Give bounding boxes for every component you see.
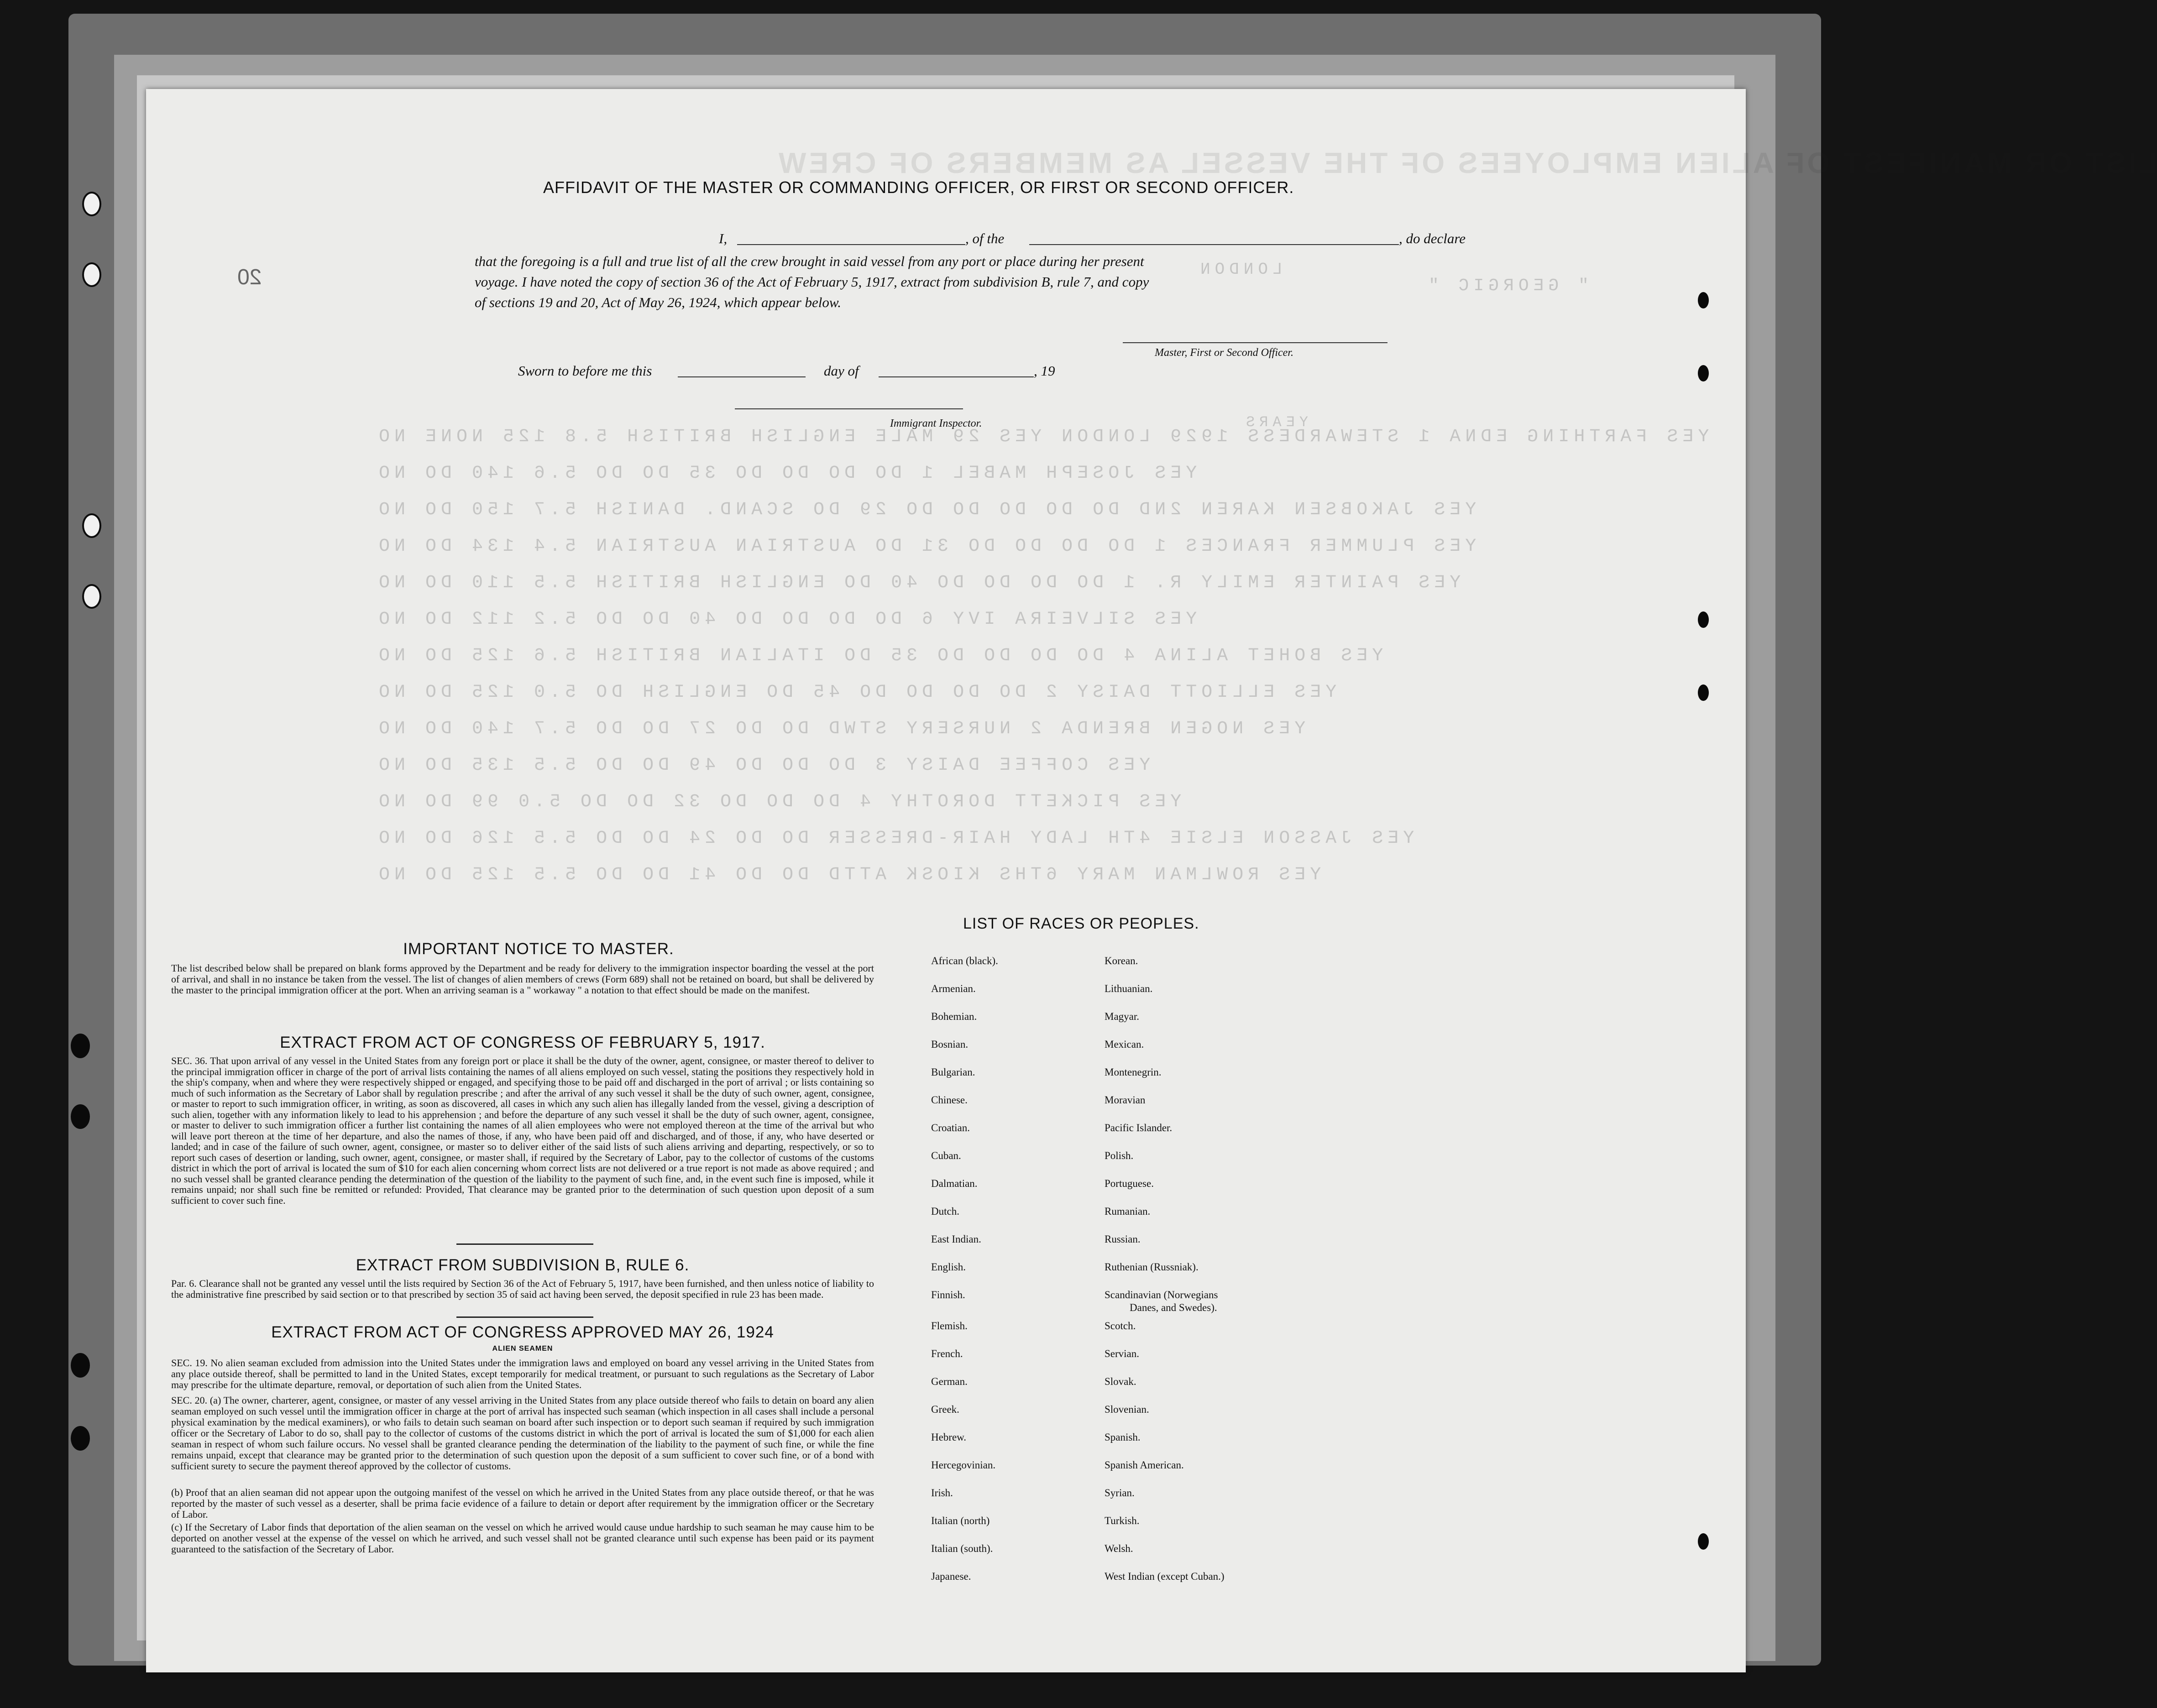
inspector-caption: Immigrant Inspector. <box>890 418 982 429</box>
binder-hole <box>82 192 101 216</box>
bleed-through-row: YES SILVEIRA IVY 6 DO DO DO DO 40 DO DO 5.2 112 DO NO <box>374 609 1197 630</box>
race-item: Welsh. <box>1105 1543 1133 1554</box>
master-signature-blank[interactable] <box>1123 342 1387 343</box>
bleed-through-row: YES JAKOBSEN KAREN 2ND DO DO DO DO DO 29 DO SCAND. DANISH 5.7 150 DO NO <box>374 500 1476 520</box>
race-item: Bulgarian. <box>931 1066 975 1078</box>
inspector-signature-blank[interactable] <box>735 408 963 409</box>
race-item: French. <box>931 1348 963 1359</box>
affidavit-title: AFFIDAVIT OF THE MASTER OR COMMANDING OFFICER, OR FIRST OR SECOND OFFICER. <box>543 178 1294 197</box>
race-item: Rumanian. <box>1105 1206 1151 1217</box>
race-item: Dalmatian. <box>931 1178 978 1189</box>
race-item: Korean. <box>1105 955 1138 966</box>
bleed-through-port: LONDON <box>1196 260 1283 279</box>
punch-mark <box>1698 684 1709 701</box>
race-item: Slovenian. <box>1105 1404 1149 1415</box>
races-title: LIST OF RACES OR PEOPLES. <box>963 915 1199 932</box>
section-divider <box>456 1316 593 1318</box>
bleed-through-row: YES ELLIOTT DAISY 2 DO DO DO DO 45 DO ENGLISH DO 5.0 125 DO NO <box>374 682 1337 703</box>
punch-mark <box>1698 611 1709 628</box>
race-item: Dutch. <box>931 1206 959 1217</box>
sworn-label: Sworn to before me this <box>518 363 652 379</box>
bleed-through-row: YES COFFEE DAISY 3 DO DO DO 49 DO DO 5.5 135 DO NO <box>374 755 1151 776</box>
race-item: Russian. <box>1105 1233 1141 1245</box>
year-label: , 19 <box>1034 363 1055 379</box>
sworn-day-blank[interactable] <box>678 376 806 377</box>
sworn-month-blank[interactable] <box>879 376 1034 377</box>
bleed-through-row: YES PICKETT DOROTHY 4 DO DO DO 32 DO DO 5.0 99 DO NO <box>374 792 1182 812</box>
section-divider <box>456 1243 593 1245</box>
race-item: Armenian. <box>931 983 976 994</box>
race-item: Irish. <box>931 1487 953 1499</box>
bleed-through-header: LIST OR MANIFEST OF ALIEN EMPLOYEES OF THE VESSEL AS MEMBERS OF CREW <box>776 146 2157 179</box>
page-mark: 20 <box>237 265 262 289</box>
extract-1917-title: EXTRACT FROM ACT OF CONGRESS OF FEBRUARY 5, 1917. <box>280 1034 765 1051</box>
binder-hole <box>71 1353 90 1378</box>
extract-1917-body: SEC. 36. That upon arrival of any vessel in the United States from any foreign port or place it shall be the duty of the owner, agent, consignee, or master thereof to deliver to the principal immigration officer in charge of the port of arrival lists containing the names of all aliens employed on such vessel, stating the positions they respectively hold in the ship's company, when and where they were respectively shipped or engaged, and specifying those to be paid off and discharged in the port of arrival ; or lists containing so much of such information as the Secretary of Labor shall by regulation prescribe ; and after the arrival of any such vessel it shall be the duty of such owner, agent, consignee, or master to report to such immigration officer, in writing, as soon as discovered, all cases in which any such alien has illegally landed from the vessel, giving a description of such alien, together with any information likely to lead to his apprehension ; and before the departure of any such vessel it shall be the duty of such owner, agent, consignee, or master to deliver to such immigration officer a further list containing the names of all alien employees who were not employed thereon at the time of the arrival but who will leave port thereon at the time of her departure, and also the names of those, if any, who have been paid off and discharged, and of those, if any, who have deserted or landed; and in case of the failure of such owner, agent, consignee, or master so to deliver either of the said lists of such aliens arriving and departing, respectively, or so to report such cases of desertion or landing, such owner, agent, consignee, or master shall, if required by the Secretary of Labor, pay to the collector of customs of the customs district in which the port of arrival is located the sum of $10 for each alien concerning whom correct lists are not delivered or a true report is not made as above required ; and no such vessel shall be granted clearance pending the determination of the question of the liability to the payment of such fine, and, in the event such fine is imposed, while it remains unpaid; nor shall such fine be remitted or refunded: Provided, That clearance may be granted prior to the determination of such question upon deposit of a sum sufficient to cover such fine. <box>171 1055 874 1206</box>
race-item: Chinese. <box>931 1094 968 1106</box>
race-item: Portuguese. <box>1105 1178 1154 1189</box>
race-item: Greek. <box>931 1404 959 1415</box>
extract-1924-sec20a: SEC. 20. (a) The owner, charterer, agent, consignee, or master of any vessel arriving in the United States from any place outside thereof who fails to detain on board any alien seaman employed on such vessel until the immigration officer in charge at the port of arrival has inspected such seaman (which inspection in all cases shall include a personal physical examination by the medical examiners), or who fails to detain such seaman on board after such inspection or to deport such seaman if required by such immigration officer or the Secretary of Labor to do so, shall pay to the collector of customs of the customs district in which the port of arrival is located the sum of $1,000 for each alien seaman in respect of whom such failure occurs. No vessel shall be granted clearance pending the determination of the liability to the payment of such fine, or while the fine remains unpaid, except that clearance may be granted prior to the determination of such question upon the deposit of a sum sufficient to cover such fine, or of a bond with sufficient surety to secure the payment thereof approved by the collector of customs. <box>171 1395 874 1472</box>
bleed-through-row: YES BOHET ALINA 4 DO DO DO DO 35 DO ITALIAN BRITISH 5.6 125 DO NO <box>374 646 1383 666</box>
race-item: East Indian. <box>931 1233 981 1245</box>
binder-hole <box>82 262 101 287</box>
binder-hole <box>71 1104 90 1129</box>
race-item: Hebrew. <box>931 1431 967 1443</box>
notice-title: IMPORTANT NOTICE TO MASTER. <box>403 940 674 958</box>
rule-6-title: EXTRACT FROM SUBDIVISION B, RULE 6. <box>356 1256 690 1274</box>
race-item: Finnish. <box>931 1289 965 1301</box>
race-item: Danes, and Swedes). <box>1130 1302 1217 1313</box>
extract-1924-sec20c: (c) If the Secretary of Labor finds that deportation of the alien seaman on the vessel on which he arrived would cause undue hardship to such seaman he may cause him to be deported on another vessel at the expense of the vessel on which he arrived, and such vessel shall not be granted clearance until such expense has been paid or its payment guaranteed to the satisfaction of the Secretary of Labor. <box>171 1521 874 1555</box>
race-item: Turkish. <box>1105 1515 1140 1526</box>
race-item: Bosnian. <box>931 1039 969 1050</box>
race-item: Cuban. <box>931 1150 961 1161</box>
race-item: West Indian (except Cuban.) <box>1105 1571 1225 1582</box>
race-item: Spanish. <box>1105 1431 1141 1443</box>
affidavit-body-line: of sections 19 and 20, Act of May 26, 1924, which appear below. <box>475 294 842 310</box>
punch-mark <box>1698 365 1709 381</box>
race-item: Hercegovinian. <box>931 1459 996 1471</box>
bleed-through-row: YES PLUMMER FRANCES 1 DO DO DO DO 31 DO AUSTRIAN AUSTRIAN 5.4 134 DO NO <box>374 536 1476 557</box>
race-item: Bohemian. <box>931 1011 977 1022</box>
bleed-through-row: YES ROWLMAN MARY 6THS KIOSK ATTD DO DO 41 DO DO 5.5 125 DO NO <box>374 865 1321 885</box>
race-item: Lithuanian. <box>1105 983 1153 994</box>
affidavit-declare: , do declare <box>1399 230 1466 246</box>
race-item: Scotch. <box>1105 1320 1136 1332</box>
race-item: Montenegrin. <box>1105 1066 1162 1078</box>
race-item: Croatian. <box>931 1122 970 1133</box>
binder-hole <box>82 584 101 609</box>
race-item: Slovak. <box>1105 1376 1136 1387</box>
extract-1924-sec19: SEC. 19. No alien seaman excluded from admission into the United States under the immigration laws and employed on board any vessel arriving in the United States from any place outside thereof, shall be permitted to land in the United States, except temporarily for medical treatment, or pursuant to such regulations as the Secretary of Labor may prescribe for the ultimate departure, removal, or deportation of such alien from the United States. <box>171 1357 874 1390</box>
punch-mark <box>1698 1533 1709 1550</box>
race-item: Moravian <box>1105 1094 1146 1106</box>
bleed-through-row: YES NOGEN BRENDA 2 NURSERY STWD DO DO 27 DO DO 5.7 140 DO NO <box>374 719 1306 739</box>
bleed-through-row: YES JASSON ELSIE 4TH LADY HAIR-DRESSER DO DO 24 DO DO 5.5 126 DO NO <box>374 828 1414 849</box>
race-item: German. <box>931 1376 968 1387</box>
affidavit-i: I, <box>719 230 728 246</box>
vessel-name-blank[interactable] <box>1029 244 1399 245</box>
race-item: Japanese. <box>931 1571 971 1582</box>
binder-hole <box>82 513 101 538</box>
race-item: English. <box>931 1261 966 1273</box>
race-item: Spanish American. <box>1105 1459 1184 1471</box>
extract-1924-subtitle: ALIEN SEAMEN <box>492 1345 553 1353</box>
race-item: Italian (south). <box>931 1543 993 1554</box>
race-item: Polish. <box>1105 1150 1134 1161</box>
extract-1924-title: EXTRACT FROM ACT OF CONGRESS APPROVED MAY 26, 1924 <box>271 1323 774 1341</box>
race-item: Ruthenian (Russniak). <box>1105 1261 1199 1273</box>
race-item: Magyar. <box>1105 1011 1140 1022</box>
race-item: Italian (north) <box>931 1515 990 1526</box>
affidavit-body-line: that the foregoing is a full and true list of all the crew brought in said vessel from any port or place during her present <box>475 253 1144 269</box>
master-caption: Master, First or Second Officer. <box>1155 347 1293 359</box>
race-item: Servian. <box>1105 1348 1140 1359</box>
notice-body: The list described below shall be prepared on blank forms approved by the Department and be ready for delivery to the immigration inspector boarding the vessel at the port of arrival, and shall in no instance be taken from the vessel. The list of changes of alien members of crews (Form 689) shall not be retained on board, but shall be delivered by the master to the principal immigration officer at the port. When an arriving seaman is a " workaway " a notation to that effect should be made on the manifest. <box>171 962 874 996</box>
bleed-through-row: YES JOSEPH MABEL 1 DO DO DO DO 35 DO DO 5.6 140 DO NO <box>374 463 1197 484</box>
race-item: Pacific Islander. <box>1105 1122 1173 1133</box>
punch-mark <box>1698 292 1709 308</box>
race-item: Scandinavian (Norwegians <box>1105 1289 1218 1301</box>
race-item: Mexican. <box>1105 1039 1144 1050</box>
affidavit-body-line: voyage. I have noted the copy of section 36 of the Act of February 5, 1917, extract from subdivision B, rule 7, and copy <box>475 274 1149 290</box>
day-of-label: day of <box>824 363 859 379</box>
bleed-through-row: YES PAINTER EMILY R. 1 DO DO DO DO 40 DO ENGLISH BRITISH 5.5 110 DO NO <box>374 573 1461 593</box>
manifest-page <box>146 89 2157 1672</box>
bleed-through-years: YEARS <box>1241 414 1309 431</box>
binder-hole <box>71 1034 90 1058</box>
binder-hole <box>71 1426 90 1451</box>
extract-1924-sec20b: (b) Proof that an alien seaman did not appear upon the outgoing manifest of the vessel on which he arrived in the United States from any place outside thereof, or that he was reported by the master of such vessel as a deserter, shall be prima facie evidence of a failure to detain or deport after requirement by the immigration officer or the Secretary of Labor. <box>171 1487 874 1520</box>
race-item: African (black). <box>931 955 998 966</box>
bleed-through-row: YES FARTHING EDNA 1 STEWARDESS 1929 LONDON YES 29 MALE ENGLISH BRITISH 5.8 125 NONE NO <box>374 427 1709 447</box>
master-name-blank[interactable] <box>737 244 965 245</box>
race-item: Syrian. <box>1105 1487 1135 1499</box>
race-item: Flemish. <box>931 1320 968 1332</box>
affidavit-of-the: , of the <box>965 230 1005 246</box>
bleed-through-vessel: " GEORGIC " <box>1424 276 1589 296</box>
rule-6-body: Par. 6. Clearance shall not be granted any vessel until the lists required by Section 36 of the Act of February 5, 1917, have been furnished, and then unless notice of liability to the administrative fine prescribed by said section or to that prescribed by section 35 of said act having been served, the deposit specified in rule 23 has been made. <box>171 1278 874 1300</box>
